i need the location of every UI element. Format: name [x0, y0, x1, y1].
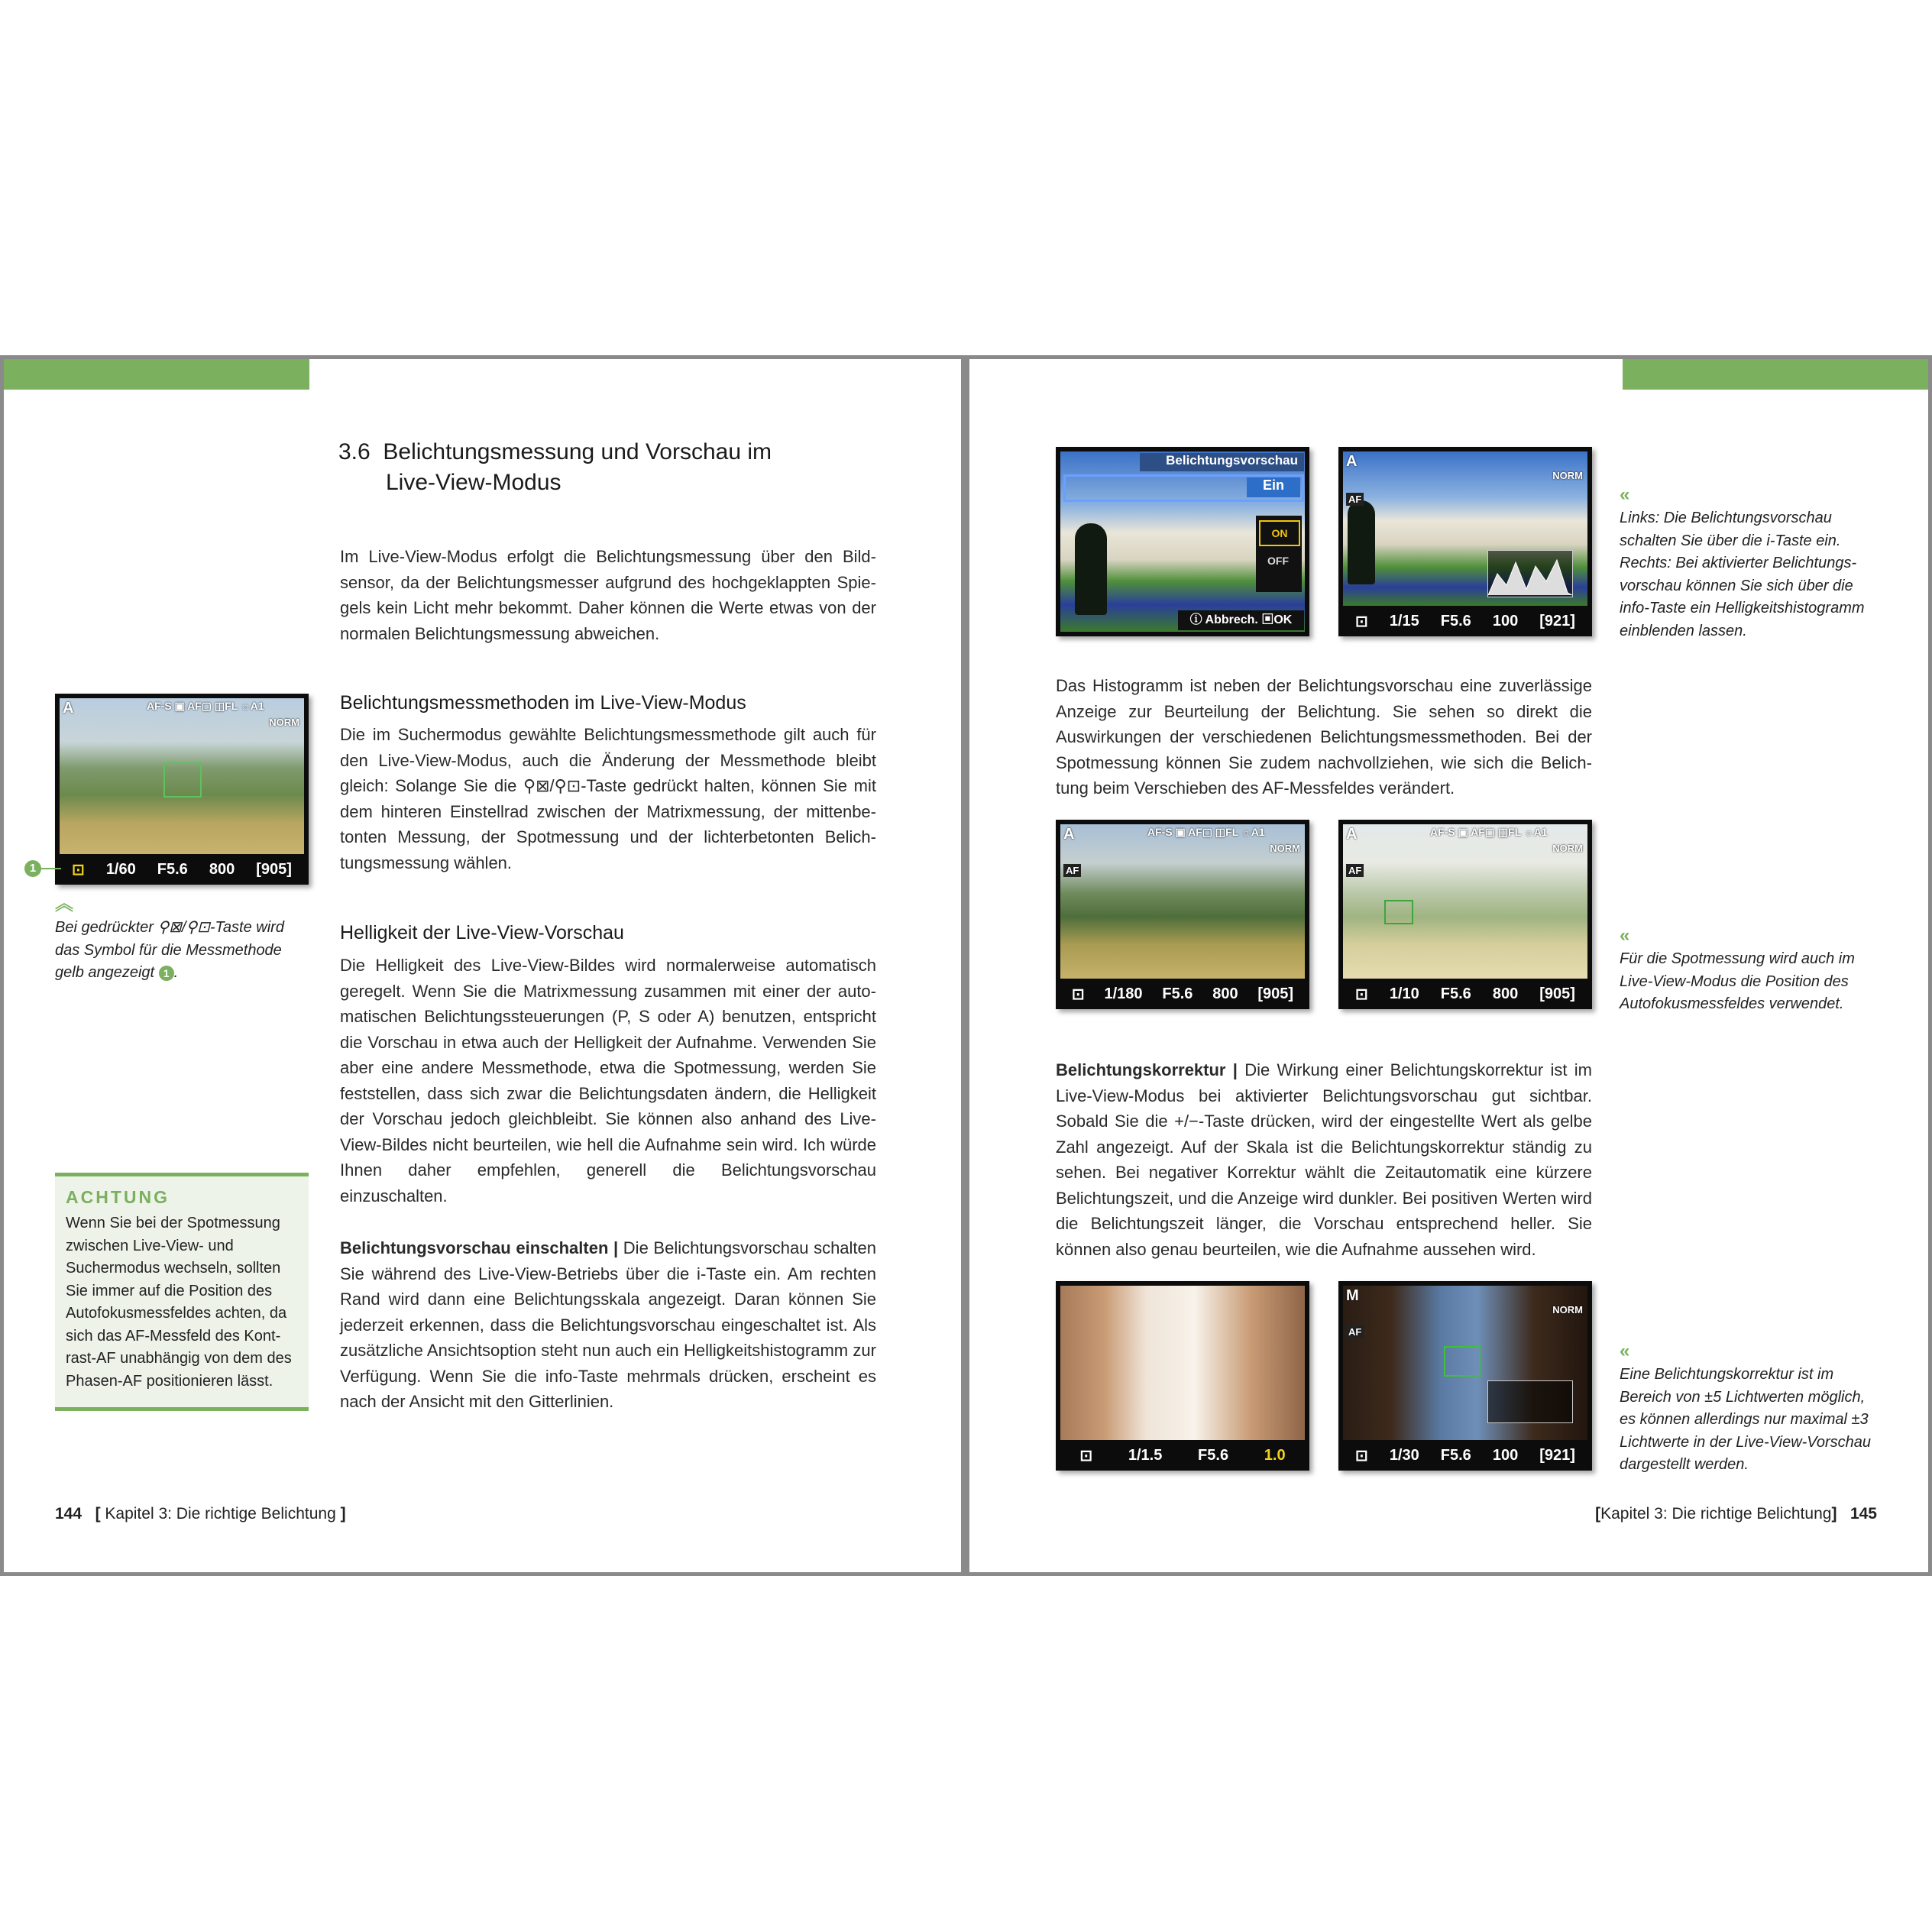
osd-aperture: F5.6	[1198, 1446, 1229, 1464]
text-belichtungskorrektur: Die Wirkung einer Belichtungskorrektur ist im Live-View-Modus bei aktivierter Belichtungsvorschau gut sichtbar. Sobald Sie die +/−-Taste drücken, wird der eingestellte Wert als gelbe Zahl angezeigt. Auf der Skala ist die Belichtungskorrektur ständig zu sehen. Bei negativer Korrektur wählt die Zeitautomatik eine kürzere Belichtungszeit, und die Anzeige wird dunkler. Bei positiven Werten wird die Belichtungszeit länger, die Vorschau entsprechend heller. Sie können also genau beurteilen, wie die Aufnahme aussehen wird.	[1056, 1060, 1592, 1259]
lcd-status-bar	[1338, 606, 1592, 636]
menu-ok: OK	[1273, 613, 1293, 626]
osd-shots: [905]	[1257, 985, 1294, 1002]
caption-callout: 1	[159, 966, 174, 981]
osd-shutter: 1/30	[1389, 1446, 1419, 1464]
subheading-helligkeit: Helligkeit der Live-View-Vorschau	[340, 922, 624, 943]
lead-belichtungskorrektur: Belichtungskorrektur |	[1056, 1060, 1238, 1079]
osd-iso: 800	[209, 860, 235, 878]
achtung-title: ACHTUNG	[66, 1187, 170, 1207]
lcd-status-bar	[55, 854, 309, 885]
menu-option-on: ON	[1259, 520, 1300, 546]
osd-iso: 800	[1492, 985, 1519, 1002]
metering-icon: ⊡	[72, 861, 85, 879]
right-running-head: Kapitel 3: Die richtige Belichtung	[1600, 1505, 1832, 1523]
lcd-status-bar	[1338, 979, 1592, 1009]
osd-shutter: 1/180	[1104, 985, 1143, 1002]
lcd-screen-correction-1	[1056, 1281, 1309, 1471]
osd-shots: [905]	[256, 860, 292, 878]
osd-aperture: F5.6	[1440, 612, 1471, 629]
lcd-status-bar	[1056, 979, 1309, 1009]
osd-top-icons: AF-S ▣ AF▢ ◫FL ☼A1	[147, 700, 264, 712]
section-heading	[338, 437, 873, 498]
right-chapter-tab	[1623, 359, 1928, 390]
osd-top-icons: AF-S ▣ AF▢ ◫FL ☼A1	[1430, 826, 1548, 838]
osd-shutter: 1/1.5	[1128, 1446, 1163, 1464]
osd-af: AF	[1346, 493, 1364, 506]
left-page-number: 144	[55, 1505, 83, 1523]
osd-af: AF	[1346, 864, 1364, 877]
ruin-image	[1060, 1286, 1305, 1440]
lcd-screen-menu	[1056, 447, 1309, 636]
osd-shutter: 1/15	[1389, 612, 1419, 629]
menu-option-off: OFF	[1267, 555, 1289, 567]
lcd-screen-correction-2	[1338, 1281, 1592, 1471]
intro-paragraph: Im Live-View-Modus erfolgt die Belichtungsmessung über den Bildsensor, da der Belichtungsmesser aufgrund des hochgeklappten Spiegels kein Licht mehr bekommt. Daher können die Werte etwas von der normalen Belichtungsmessung abweichen.	[340, 547, 876, 643]
tree-silhouette	[1075, 523, 1107, 615]
lead-vorschau-einschalten: Belichtungsvorschau einschalten |	[340, 1238, 619, 1257]
left-footer: 144 [ Kapitel 3: Die richtige Belichtung ]	[55, 1505, 346, 1523]
caret-left-icon: «	[1620, 925, 1630, 946]
caption-vorschau: Links: Die Belichtungsvorschau schalten Sie über die i-Taste ein. Rechts: Bei aktivierter Belichtungsvorschau können Sie sich über die info-Taste ein Helligkeitshistogramm einblenden lassen.	[1620, 510, 1865, 639]
osd-iso: 800	[1212, 985, 1238, 1002]
histogram-graph	[1488, 551, 1572, 597]
osd-shots: [905]	[1539, 985, 1575, 1002]
caption-spotmessung: Für die Spotmessung wird auch im Live-View-Modus die Position des Autofokusmessfeldes verwendet.	[1620, 950, 1855, 1012]
metering-icon: ⊡	[1355, 985, 1368, 1003]
osd-af: AF	[1063, 864, 1081, 877]
af-frame	[163, 762, 202, 798]
caret-left-icon: «	[1620, 484, 1630, 505]
right-footer: [Kapitel 3: Die richtige Belichtung] 145	[1595, 1505, 1877, 1523]
section-number: 3.6	[338, 439, 371, 464]
menu-title: Belichtungsvorschau	[1140, 453, 1304, 471]
osd-aperture: F5.6	[1440, 1446, 1471, 1464]
spine	[961, 355, 969, 1576]
paragraph-vorschau-einschalten	[340, 1235, 876, 1415]
osd-aperture: F5.6	[1162, 985, 1193, 1002]
lcd-status-bar	[1056, 1440, 1309, 1471]
left-running-head: Kapitel 3: Die richtige Belichtung	[105, 1505, 336, 1523]
tree-silhouette	[1348, 500, 1375, 584]
osd-top-icons: AF-S ▣ AF▢ ◫FL ☼A1	[1147, 826, 1265, 838]
section-title-line2: Live-View-Modus	[386, 470, 561, 495]
landscape-image	[1343, 824, 1587, 979]
paragraph-histogramm: Das Histogramm ist neben der Belichtungsvorschau eine zuverlässige Anzeige zur Beurteilung der Belichtung. Sie sehen so direkt die Auswirkungen der verschiedenen Belichtungsmessmethoden. Bei der Spotmessung können Sie zudem nachvollziehen, wie sich die Belichtung beim Verschieben des AF-Messfeldes verändert.	[1056, 676, 1592, 798]
landscape-image	[1060, 824, 1305, 979]
histogram-panel	[1487, 1380, 1573, 1423]
osd-mode: A	[1346, 826, 1358, 843]
osd-norm: NORM	[269, 717, 299, 728]
side-caption-left: Bei gedrückter ⚲⊠/⚲⊡-Taste wird das Symbol für die Messmethode gelb angezeigt 1 .	[55, 919, 284, 981]
metering-icon: ⊡	[1079, 1447, 1093, 1464]
caret-left-icon: «	[1620, 1341, 1630, 1361]
osd-norm: NORM	[1552, 843, 1583, 854]
osd-iso: 100	[1492, 612, 1519, 629]
osd-aperture: F5.6	[1440, 985, 1471, 1002]
osd-mode: A	[63, 700, 74, 717]
subheading-messmethoden: Belichtungsmessmethoden im Live-View-Modus	[340, 692, 746, 714]
osd-norm: NORM	[1552, 470, 1583, 481]
lcd-screen-spot-1	[1056, 820, 1309, 1009]
lcd-screen-spot-2	[1338, 820, 1592, 1009]
left-chapter-tab	[4, 359, 309, 390]
lcd-screen-matrix	[55, 694, 309, 885]
osd-shots: [921]	[1539, 612, 1575, 629]
metering-icon: ⊡	[1355, 1447, 1368, 1464]
af-frame	[1444, 1346, 1481, 1377]
achtung-text: Wenn Sie bei der Spotmessung zwischen Live-View- und Suchermodus wechseln, sollten Sie immer auf die Position des Autofokusmessfeldes achten, da sich das AF-Messfeld des Kontrast-AF unabhängig von dem des Phasen-AF positionieren lässt.	[66, 1215, 292, 1390]
metering-icon: ⊡	[1355, 613, 1368, 630]
osd-shutter: 1/10	[1389, 985, 1419, 1002]
paragraph-helligkeit: Die Helligkeit des Live-View-Bildes wird normalerweise automatisch geregelt. Wenn Sie die Matrixmessung zusammen mit einer der automatischen Belichtungssteuerungen (P, S oder A) benutzen, entspricht die Vorschau in etwa auch der Helligkeit der Aufnahme. Verwenden Sie aber eine andere Messmethode, etwa die Spotmessung, werden Sie feststellen, dass sich zwar die Belichtungsdaten ändern, die Helligkeit der Vorschau jedoch gleichbleibt. Sie können also anhand des Live-View-Bildes nicht beurteilen, wie hell die Aufnahme sein wird. Ich würde Ihnen daher empfehlen, generell die Belichtungsvorschau einzuschalten.	[340, 956, 876, 1205]
osd-ev-correction: 1.0	[1264, 1446, 1286, 1464]
right-page-number: 145	[1849, 1505, 1877, 1523]
text-vorschau-einschalten: Die Belichtungsvorschau schalten Sie während des Live-View-Betriebs über die i-Taste ein. Am rechten Rand wird dann eine Belichtungsskala angezeigt. Daran können Sie jederzeit erkennen, dass die Belichtungsvorschau eingeschaltet ist. Als zusätzliche Ansichtsoption steht nun auch ein Helligkeitshistogramm zur Verfügung. Wenn Sie die info-Taste mehrmals drücken, erscheint es nach der Ansicht mit den Gitterlinien.	[340, 1238, 877, 1411]
menu-cancel: Abbrech.	[1205, 613, 1258, 626]
osd-shots: [921]	[1539, 1446, 1575, 1464]
callout-line	[41, 868, 61, 869]
section-title-line1: Belichtungsmessung und Vorschau im	[383, 439, 772, 464]
menu-footer: ⓘ Abbrech. ▣OK	[1178, 610, 1304, 630]
lcd-status-bar	[1338, 1440, 1592, 1471]
achtung-box	[55, 1173, 309, 1411]
paragraph-belichtungskorrektur	[1056, 1057, 1592, 1262]
callout-marker: 1	[24, 860, 41, 877]
metering-icon: ⊡	[1071, 985, 1085, 1003]
paragraph-messmethoden: Die im Suchermodus gewählte Belichtungsmessmethode gilt auch für den Live-View-Modus, auch die Änderung der Messmethode bleibt gleich: Solange Sie die ⚲⊠/⚲⊡-Taste gedrückt halten, können Sie mit dem hinteren Einstellrad zwischen der Matrixmessung, der mittenbetonten Messung, der Spotmessung und der lichterbetonten Belichtungsmessung wählen.	[340, 725, 876, 872]
osd-af: AF	[1346, 1325, 1364, 1338]
osd-mode: A	[1063, 826, 1075, 843]
osd-norm: NORM	[1552, 1304, 1583, 1316]
af-frame	[1384, 900, 1413, 924]
osd-mode: A	[1346, 453, 1358, 470]
lcd-screen-histogram	[1338, 447, 1592, 636]
caret-up-icon: ︽	[55, 894, 73, 914]
osd-aperture: F5.6	[157, 860, 188, 878]
osd-mode: M	[1346, 1287, 1359, 1304]
osd-shutter: 1/60	[105, 860, 136, 878]
osd-norm: NORM	[1270, 843, 1300, 854]
menu-value: Ein	[1247, 477, 1300, 497]
osd-iso: 100	[1492, 1446, 1519, 1464]
histogram-panel	[1487, 550, 1573, 597]
caption-korrektur: Eine Belichtungskorrektur ist im Bereich von ±5 Lichtwerten möglich, es können allerdings nur maximal ±3 Lichtwerte in der Live-View-Vorschau dargestellt werden.	[1620, 1366, 1872, 1473]
side-caption-text: Bei gedrückter ⚲⊠/⚲⊡-Taste wird das Symbol für die Messmethode gelb angezeigt	[55, 919, 284, 981]
